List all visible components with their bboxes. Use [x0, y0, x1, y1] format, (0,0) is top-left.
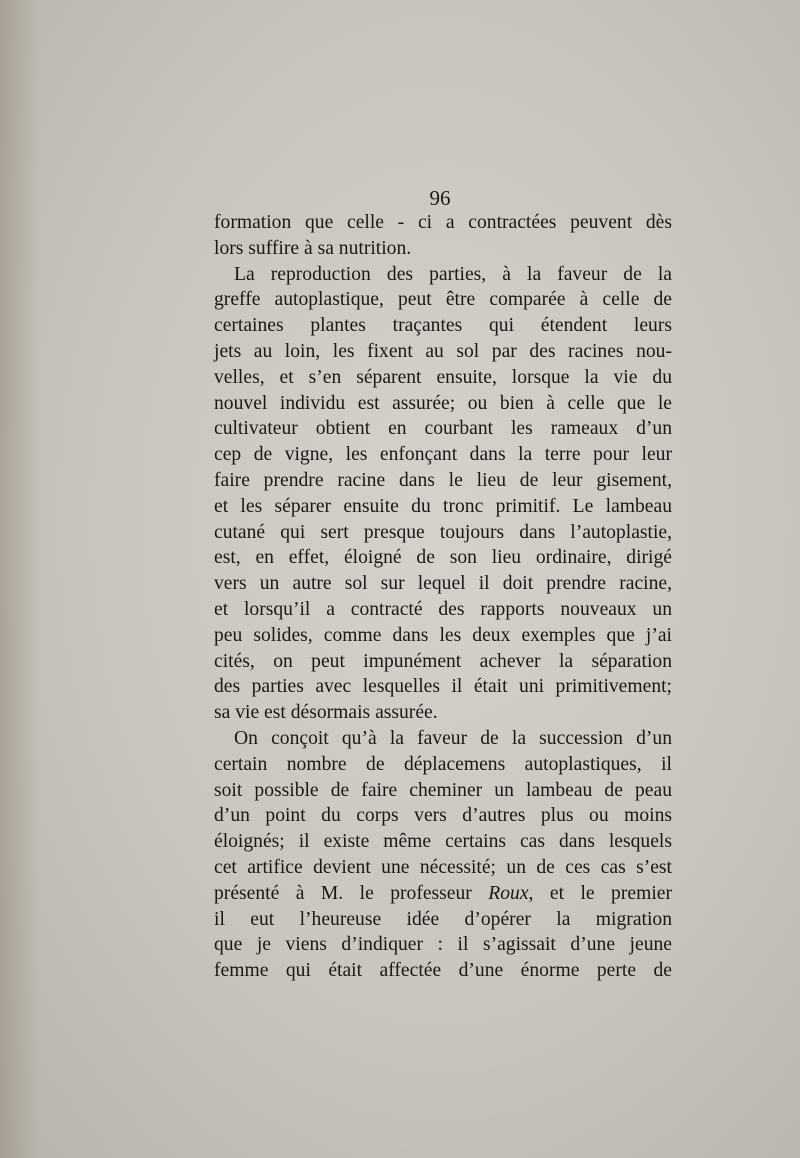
text-line: cités, on peut impunément achever la séparation: [214, 650, 672, 672]
author-name-italic: Roux: [488, 882, 529, 904]
text-line: greffe autoplastique, peut être comparée à celle de: [214, 289, 672, 311]
text-line: soit possible de faire cheminer un lambeau de peau: [214, 779, 672, 801]
text-segment: , et le premier: [528, 882, 672, 904]
text-line: velles, et s’en séparent ensuite, lorsque la vie du: [214, 366, 672, 388]
text-line: et les séparer ensuite du tronc primitif. Le lambeau: [214, 495, 672, 517]
text-line: que je viens d’indiquer : il s’agissait d’une jeune: [214, 934, 672, 956]
text-line: femme qui était affectée d’une énorme perte de: [214, 960, 672, 982]
body-text: [214, 210, 672, 984]
text-line: et lorsqu’il a contracté des rapports nouveaux un: [214, 598, 672, 620]
text-line: certain nombre de déplacemens autoplastiques, il: [214, 753, 672, 775]
text-line: vers un autre sol sur lequel il doit prendre racine,: [214, 573, 672, 595]
text-line: d’un point du corps vers d’autres plus ou moins: [214, 805, 672, 827]
page-number: 96: [429, 186, 451, 210]
text-line: jets au loin, les fixent au sol par des racines nou-: [214, 340, 672, 362]
text-line: il eut l’heureuse idée d’opérer la migration: [214, 908, 672, 930]
text-line: nouvel individu est assurée; ou bien à celle que le: [214, 392, 672, 414]
text-line: La reproduction des parties, à la faveur de la: [234, 263, 672, 285]
page-edge-shadow: [0, 0, 40, 1158]
text-line: [214, 881, 672, 907]
text-line: lors suffire à sa nutrition.: [214, 237, 412, 259]
text-line: éloignés; il existe même certains cas dans lesquels: [214, 831, 672, 853]
text-line: certaines plantes traçantes qui étendent leurs: [214, 315, 672, 337]
text-line: cet artifice devient une nécessité; un de ces cas s’est: [214, 856, 672, 878]
text-line: formation que celle - ci a contractées peuvent dès: [214, 212, 672, 233]
text-segment: présenté à M. le professeur: [214, 882, 489, 904]
text-line: des parties avec lesquelles il était uni primitivement;: [214, 676, 672, 698]
text-line: sa vie est désormais assurée.: [214, 702, 438, 724]
text-line: cutané qui sert presque toujours dans l’autoplastie,: [214, 521, 672, 543]
text-line: peu solides, comme dans les deux exemples que j’ai: [214, 624, 672, 646]
text-line: faire prendre racine dans le lieu de leur gisement,: [214, 469, 672, 491]
text-line: est, en effet, éloigné de son lieu ordinaire, dirigé: [214, 547, 672, 569]
text-line: On conçoit qu’à la faveur de la succession d’un: [234, 727, 672, 749]
text-line: cultivateur obtient en courbant les rameaux d’un: [214, 418, 672, 440]
text-line: cep de vigne, les enfonçant dans la terre pour leur: [214, 444, 672, 466]
